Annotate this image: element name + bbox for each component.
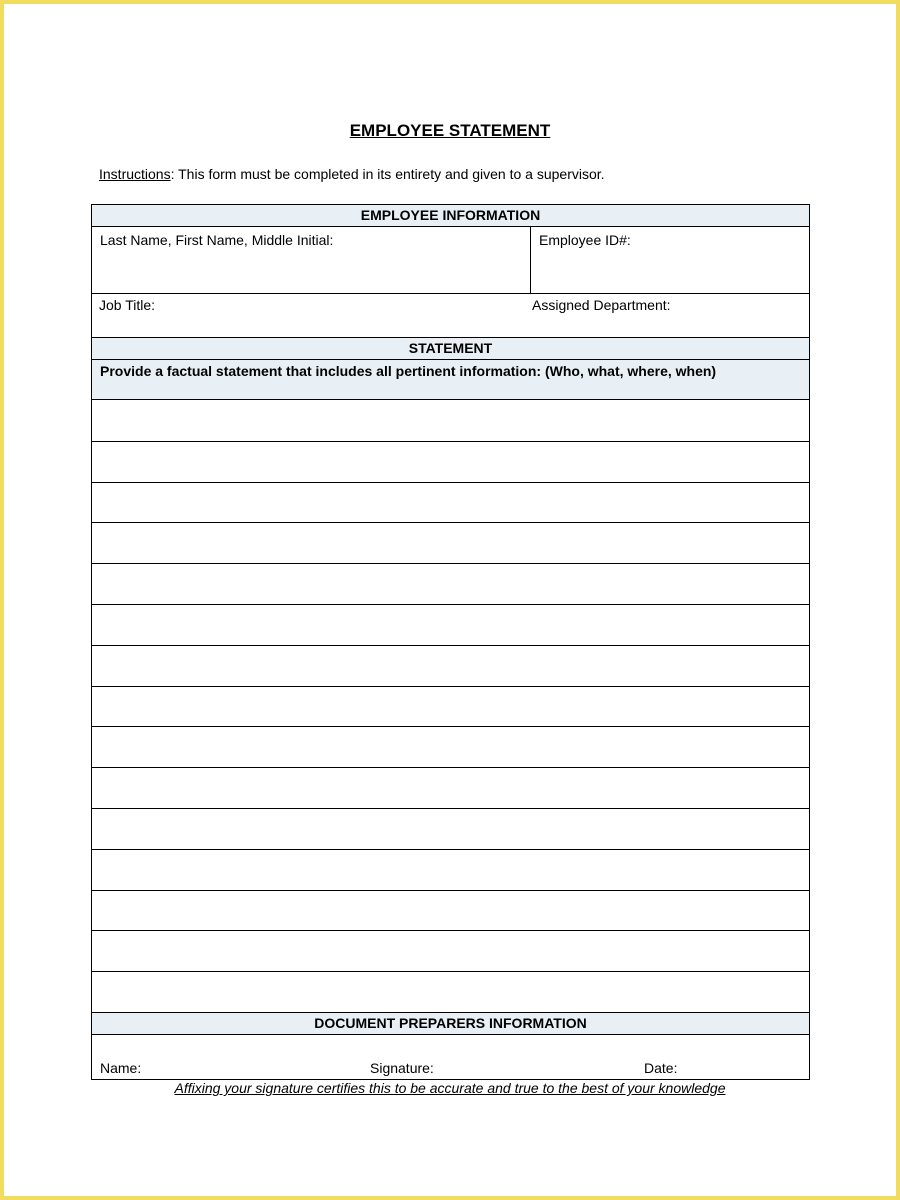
preparer-signature-label: Signature: [370, 1060, 434, 1076]
statement-header: STATEMENT [92, 338, 809, 360]
statement-line[interactable] [92, 686, 809, 727]
preparer-date-label: Date: [644, 1060, 678, 1076]
statement-form [91, 204, 810, 1080]
statement-line-rule [92, 890, 809, 891]
statement-line[interactable] [92, 604, 809, 645]
divider [530, 227, 531, 293]
statement-line[interactable] [92, 645, 809, 686]
statement-line[interactable] [92, 441, 809, 482]
statement-line[interactable] [92, 726, 809, 767]
statement-line[interactable] [92, 767, 809, 808]
statement-line-rule [92, 849, 809, 850]
statement-line-rule [92, 808, 809, 809]
statement-line[interactable] [92, 400, 809, 441]
employee-info-header: EMPLOYEE INFORMATION [92, 205, 809, 227]
preparer-name-label: Name: [100, 1060, 142, 1076]
statement-line-rule [92, 767, 809, 768]
instructions-text: : This form must be completed in its entirety and given to a supervisor. [170, 166, 605, 182]
statement-prompt: Provide a factual statement that includes all pertinent information: (Who, what, where, when) [92, 360, 809, 400]
name-label: Last Name, First Name, Middle Initial: [100, 232, 334, 248]
statement-line[interactable] [92, 522, 809, 563]
employee-id-label: Employee ID#: [539, 232, 631, 248]
signature-certification-note: Affixing your signature certifies this to be accurate and true to the best of your knowledge [174, 1080, 726, 1096]
statement-line-rule [92, 726, 809, 727]
statement-line-rule [92, 686, 809, 687]
statement-line[interactable] [92, 890, 809, 931]
statement-line[interactable] [92, 563, 809, 604]
statement-line-rule [92, 563, 809, 564]
statement-line[interactable] [92, 971, 809, 1012]
statement-line[interactable] [92, 930, 809, 971]
instructions-lead: Instructions [99, 166, 171, 182]
statement-line-rule [92, 971, 809, 972]
statement-line-rule [92, 645, 809, 646]
statement-line[interactable] [92, 849, 809, 890]
preparer-header: DOCUMENT PREPARERS INFORMATION [92, 1013, 809, 1035]
statement-line[interactable] [92, 808, 809, 849]
statement-line-rule [92, 930, 809, 931]
job-title-field[interactable] [92, 294, 531, 338]
statement-line-rule [92, 482, 809, 483]
form-title: EMPLOYEE STATEMENT [349, 121, 551, 140]
instructions [99, 166, 605, 182]
statement-line-rule [92, 522, 809, 523]
job-title-label: Job Title: [99, 297, 156, 313]
department-label: Assigned Department: [532, 297, 671, 313]
statement-line-rule [92, 441, 809, 442]
statement-line[interactable] [92, 482, 809, 523]
statement-line-rule [92, 604, 809, 605]
